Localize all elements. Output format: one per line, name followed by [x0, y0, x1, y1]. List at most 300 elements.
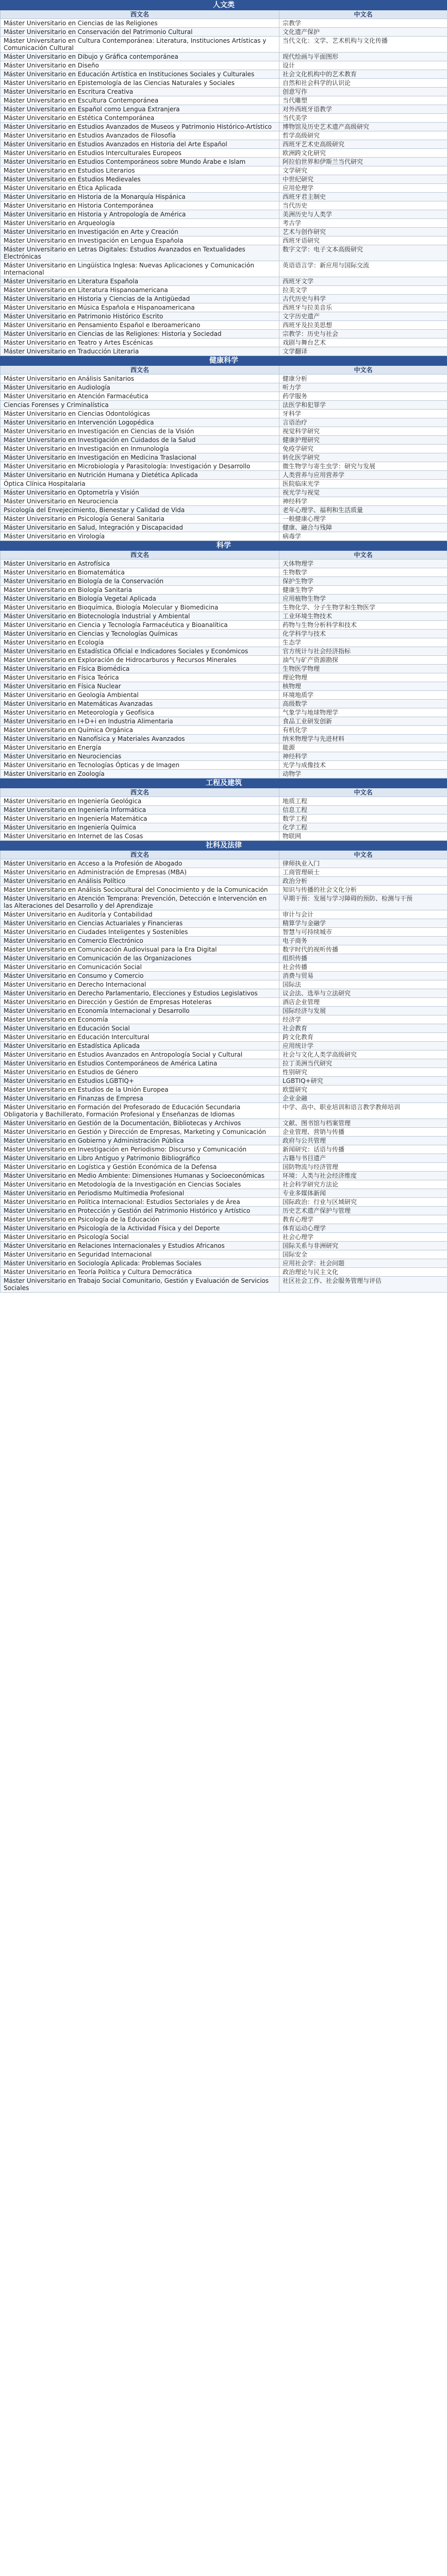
section-title: 人文类	[1, 1, 447, 10]
program-spanish-name: Máster Universitario en Estudios Contemporáneos de América Latina	[1, 1059, 279, 1068]
program-spanish-name: Máster Universitario en Biomatemática	[1, 568, 279, 577]
program-row	[1, 638, 447, 647]
program-row	[1, 568, 447, 577]
program-chinese-name: 欧洲跨文化研究	[279, 149, 447, 158]
program-spanish-name: Máster Universitario en Protección y Gestión del Patrimonio Histórico y Artístico	[1, 1207, 279, 1215]
program-chinese-name: 当代雕塑	[279, 96, 447, 105]
program-row	[1, 770, 447, 778]
program-chinese-name: 宗教学：历史与社会	[279, 330, 447, 338]
program-spanish-name: Máster Universitario en Escritura Creativa	[1, 88, 279, 96]
program-chinese-name: 自然和社会科学的认识论	[279, 79, 447, 88]
program-spanish-name: Máster Universitario en Zoología	[1, 770, 279, 778]
program-chinese-name: 政府与公共管理	[279, 1137, 447, 1145]
program-row	[1, 980, 447, 989]
program-spanish-name: Máster Universitario en Estudios de la Unión Europea	[1, 1086, 279, 1094]
program-chinese-name: 牙科学	[279, 410, 447, 418]
program-spanish-name: Máster Universitario en Internet de las Cosas	[1, 832, 279, 841]
program-chinese-name: 健康、融合与残障	[279, 523, 447, 532]
program-chinese-name: 现代绘画与平面图形	[279, 53, 447, 61]
program-row	[1, 717, 447, 726]
program-row	[1, 682, 447, 691]
program-chinese-name: 数字文学：电子文本高级研究	[279, 245, 447, 261]
column-header-spanish-name: 西文名	[1, 788, 279, 797]
program-row	[1, 295, 447, 303]
program-row	[1, 70, 447, 79]
program-row	[1, 201, 447, 210]
program-spanish-name: Máster Universitario en Física Nuclear	[1, 682, 279, 691]
program-chinese-name: 社会文化机构中的艺术教育	[279, 70, 447, 79]
program-row	[1, 1180, 447, 1189]
program-spanish-name: Máster Universitario en Nutrición Humana y Dietética Aplicada	[1, 471, 279, 480]
program-chinese-name: 官方统计与社会经济指标	[279, 647, 447, 656]
program-row	[1, 963, 447, 972]
program-spanish-name: Máster Universitario en Matemáticas Avanzadas	[1, 700, 279, 708]
program-chinese-name: 生物医学物理	[279, 665, 447, 673]
column-header-chinese-name: 中文名	[279, 10, 447, 19]
program-chinese-name: 油气与矿产资源勘探	[279, 656, 447, 665]
program-row	[1, 656, 447, 665]
program-chinese-name: 早期干预：发展与学习障碍的预防、检测与干预	[279, 894, 447, 910]
program-row	[1, 1042, 447, 1050]
program-row	[1, 488, 447, 497]
program-row	[1, 868, 447, 877]
program-chinese-name: 设计	[279, 61, 447, 70]
program-row	[1, 480, 447, 488]
program-spanish-name: Máster Universitario en Ingeniería Matemática	[1, 815, 279, 823]
program-chinese-name: 社会心理学	[279, 1233, 447, 1242]
program-row	[1, 700, 447, 708]
program-row	[1, 1154, 447, 1163]
program-row	[1, 219, 447, 228]
program-spanish-name: Máster Universitario en Tecnologías Ópticas y de Imagen	[1, 761, 279, 770]
program-chinese-name: 社区社会工作、社会服务管理与评估	[279, 1277, 447, 1293]
column-header-spanish-name: 西文名	[1, 10, 279, 19]
section-title: 健康科学	[1, 356, 447, 366]
program-row	[1, 149, 447, 158]
program-row	[1, 261, 447, 277]
program-spanish-name: Máster Universitario en Teoría Política y Cultura Democrática	[1, 1268, 279, 1277]
program-chinese-name: 神经科学	[279, 752, 447, 761]
program-chinese-name: 气象学与地球物理学	[279, 708, 447, 717]
program-row	[1, 375, 447, 383]
program-row	[1, 105, 447, 114]
program-row	[1, 210, 447, 219]
column-header-row	[1, 366, 447, 375]
program-spanish-name: Máster Universitario en Metodología de la Investigación en Ciencias Sociales	[1, 1180, 279, 1189]
program-chinese-name: 体育运动心理学	[279, 1224, 447, 1233]
program-chinese-name: 动物学	[279, 770, 447, 778]
program-spanish-name: Máster Universitario en Comunicación Audiovisual para la Era Digital	[1, 945, 279, 954]
program-spanish-name: Máster Universitario en Historia y Ciencias de la Antigüedad	[1, 295, 279, 303]
program-chinese-name: 神经科学	[279, 497, 447, 506]
program-spanish-name: Máster Universitario en Letras Digitales: Estudios Avanzados en Textualidades Electrónicas	[1, 245, 279, 261]
program-chinese-name: 生物数学	[279, 568, 447, 577]
program-row	[1, 184, 447, 193]
program-row	[1, 910, 447, 919]
program-row	[1, 928, 447, 937]
program-row	[1, 321, 447, 330]
program-chinese-name: 电子商务	[279, 937, 447, 945]
program-spanish-name: Máster Universitario en Ingeniería Geológica	[1, 797, 279, 806]
program-row	[1, 1007, 447, 1015]
program-row	[1, 859, 447, 868]
program-row	[1, 131, 447, 140]
program-chinese-name: 中世纪研究	[279, 175, 447, 184]
program-spanish-name: Máster Universitario en Ingeniería Química	[1, 823, 279, 832]
program-spanish-name: Máster Universitario en Física Biomédica	[1, 665, 279, 673]
program-spanish-name: Máster Universitario en Investigación en Medicina Traslacional	[1, 453, 279, 462]
program-row	[1, 1145, 447, 1154]
table-body	[1, 1, 447, 1293]
program-row	[1, 28, 447, 37]
program-row	[1, 436, 447, 445]
program-chinese-name: 转化医学研究	[279, 453, 447, 462]
program-spanish-name: Máster Universitario en Educación Social	[1, 1024, 279, 1033]
program-chinese-name: 一般健康心理学	[279, 515, 447, 523]
program-spanish-name: Máster Universitario en Neurociencia	[1, 497, 279, 506]
program-chinese-name: 律师执业入门	[279, 859, 447, 868]
program-chinese-name: 应用伦理学	[279, 184, 447, 193]
program-spanish-name: Máster Universitario en Auditoría y Contabilidad	[1, 910, 279, 919]
program-spanish-name: Máster Universitario en Estudios Avanzados de Filosofía	[1, 131, 279, 140]
program-spanish-name: Máster Universitario en Atención Temprana: Prevención, Detección e Intervención en las Alteraciones del Desarrollo y del Aprendizaje	[1, 894, 279, 910]
program-row	[1, 383, 447, 392]
program-row	[1, 506, 447, 515]
program-row	[1, 347, 447, 356]
program-row	[1, 445, 447, 453]
program-chinese-name: 理论物理	[279, 673, 447, 682]
program-chinese-name: 经济学	[279, 1015, 447, 1024]
program-spanish-name: Máster Universitario en Virología	[1, 532, 279, 541]
program-spanish-name: Máster Universitario en Diseño	[1, 61, 279, 70]
program-spanish-name: Máster Universitario en Gestión y Dirección de Empresas, Marketing y Comunicación	[1, 1128, 279, 1137]
column-header-row	[1, 851, 447, 859]
program-spanish-name: Máster Universitario en Historia Contemporánea	[1, 201, 279, 210]
program-chinese-name: 文化遗产保护	[279, 28, 447, 37]
program-chinese-name: 环境地质学	[279, 691, 447, 700]
column-header-chinese-name: 中文名	[279, 851, 447, 859]
program-spanish-name: Máster Universitario en Estudios de Género	[1, 1068, 279, 1077]
program-chinese-name: 戏剧与舞台艺术	[279, 338, 447, 347]
program-row	[1, 418, 447, 427]
program-spanish-name: Máster Universitario en Derecho Internacional	[1, 980, 279, 989]
program-chinese-name: 视光学与视觉	[279, 488, 447, 497]
program-spanish-name: Máster Universitario en Biología Vegetal Aplicada	[1, 595, 279, 603]
program-chinese-name: 数字时代的视听传播	[279, 945, 447, 954]
program-chinese-name: 政治理论与民主文化	[279, 1268, 447, 1277]
program-row	[1, 954, 447, 963]
program-row	[1, 123, 447, 131]
program-chinese-name: 文字历史遗产	[279, 312, 447, 321]
program-chinese-name: 跨文化教育	[279, 1033, 447, 1042]
program-spanish-name: Máster Universitario en Bioquímica, Biología Molecular y Biomedicina	[1, 603, 279, 612]
program-row	[1, 630, 447, 638]
program-chinese-name: 法医学和犯罪学	[279, 401, 447, 410]
program-chinese-name: 国际经济与发展	[279, 1007, 447, 1015]
section-header-row	[1, 541, 447, 551]
program-spanish-name: Máster Universitario en Logística y Gestión Económica de la Defensa	[1, 1163, 279, 1172]
program-chinese-name: 组织传播	[279, 954, 447, 963]
program-chinese-name: 国防物流与经济管理	[279, 1163, 447, 1172]
program-chinese-name: 食品工业研发创新	[279, 717, 447, 726]
program-chinese-name: 健康分析	[279, 375, 447, 383]
program-row	[1, 532, 447, 541]
program-spanish-name: Máster Universitario en Economía	[1, 1015, 279, 1024]
program-spanish-name: Máster Universitario en Estudios LGBTIQ+	[1, 1077, 279, 1086]
program-row	[1, 603, 447, 612]
program-spanish-name: Máster Universitario en Gestión de la Documentación, Bibliotecas y Archivos	[1, 1119, 279, 1128]
program-chinese-name: 社会教育	[279, 1024, 447, 1033]
program-spanish-name: Máster Universitario en Lingüística Inglesa: Nuevas Aplicaciones y Comunicación Internacional	[1, 261, 279, 277]
column-header-spanish-name: 西文名	[1, 851, 279, 859]
program-chinese-name: 教育心理学	[279, 1215, 447, 1224]
program-row	[1, 462, 447, 471]
program-chinese-name: 地质工程	[279, 797, 447, 806]
program-chinese-name: 古代历史与科学	[279, 295, 447, 303]
program-chinese-name: 当代美学	[279, 114, 447, 123]
program-chinese-name: 企业管理、营销与传播	[279, 1128, 447, 1137]
program-spanish-name: Máster Universitario en Medio Ambiente: Dimensiones Humanas y Socioeconómicas	[1, 1172, 279, 1180]
program-chinese-name: 历史艺术遗产保护与管理	[279, 1207, 447, 1215]
program-spanish-name: Máster Universitario en Análisis Político	[1, 877, 279, 886]
program-chinese-name: 生态学	[279, 638, 447, 647]
program-spanish-name: Máster Universitario en Administración de Empresas (MBA)	[1, 868, 279, 877]
program-row	[1, 96, 447, 105]
program-spanish-name: Máster Universitario en Análisis Sanitarios	[1, 375, 279, 383]
program-chinese-name: 政治分析	[279, 877, 447, 886]
program-chinese-name: 艺术与创作研究	[279, 228, 447, 236]
program-spanish-name: Máster Universitario en Pensamiento Español e Iberoamericano	[1, 321, 279, 330]
program-spanish-name: Máster Universitario en Consumo y Comercio	[1, 972, 279, 980]
program-row	[1, 735, 447, 743]
program-row	[1, 691, 447, 700]
program-spanish-name: Máster Universitario en Acceso a la Profesión de Abogado	[1, 859, 279, 868]
column-header-row	[1, 788, 447, 797]
program-spanish-name: Máster Universitario en Historia y Antropología de América	[1, 210, 279, 219]
program-chinese-name: 社会与文化人类学高级研究	[279, 1050, 447, 1059]
program-row	[1, 61, 447, 70]
program-chinese-name: 考古学	[279, 219, 447, 228]
program-chinese-name: 健康护理研究	[279, 436, 447, 445]
program-chinese-name: 化学科学与技术	[279, 630, 447, 638]
program-row	[1, 612, 447, 621]
program-row	[1, 1189, 447, 1198]
program-row	[1, 53, 447, 61]
program-spanish-name: Máster Universitario en Investigación en Arte y Creación	[1, 228, 279, 236]
program-spanish-name: Máster Universitario en Conservación del Patrimonio Cultural	[1, 28, 279, 37]
program-chinese-name: 西班牙语研究	[279, 236, 447, 245]
program-chinese-name: 消费与贸易	[279, 972, 447, 980]
program-row	[1, 523, 447, 532]
program-chinese-name: 国际安全	[279, 1250, 447, 1259]
program-chinese-name: 酒店企业管理	[279, 998, 447, 1007]
program-spanish-name: Máster Universitario en Formación del Profesorado de Educación Secundaria Obligatoria y Bachillerato, Formación Profesional y Enseñanzas de Idiomas	[1, 1103, 279, 1119]
section-header-row	[1, 356, 447, 366]
program-spanish-name: Máster Universitario en Finanzas de Empresa	[1, 1094, 279, 1103]
program-row	[1, 193, 447, 201]
program-spanish-name: Máster Universitario en Geología Ambiental	[1, 691, 279, 700]
program-row	[1, 877, 447, 886]
program-chinese-name: 新闻研究：话语与传播	[279, 1145, 447, 1154]
program-row	[1, 1059, 447, 1068]
program-chinese-name: 国际关系与非洲研究	[279, 1242, 447, 1250]
program-spanish-name: Máster Universitario en Biología de la Conservación	[1, 577, 279, 586]
program-chinese-name: 当代文化：文学、艺术机构与文化传播	[279, 37, 447, 53]
program-row	[1, 586, 447, 595]
program-spanish-name: Máster Universitario en Estudios Avanzados en Historia del Arte Español	[1, 140, 279, 149]
program-row	[1, 88, 447, 96]
program-spanish-name: Máster Universitario en Seguridad Internacional	[1, 1250, 279, 1259]
program-chinese-name: 西班牙与拉美音乐	[279, 303, 447, 312]
program-spanish-name: Máster Universitario en Nanofísica y Materiales Avanzados	[1, 735, 279, 743]
program-spanish-name: Máster Universitario en Política Internacional: Estudios Sectoriales y de Área	[1, 1198, 279, 1207]
program-spanish-name: Máster Universitario en Literatura Española	[1, 277, 279, 286]
program-chinese-name: 核物理	[279, 682, 447, 691]
program-chinese-name: 医院临床光学	[279, 480, 447, 488]
program-spanish-name: Máster Universitario en Estudios Literarios	[1, 166, 279, 175]
program-chinese-name: 国际政治：行业与区域研究	[279, 1198, 447, 1207]
program-row	[1, 1233, 447, 1242]
program-spanish-name: Máster Universitario en Estudios Medievales	[1, 175, 279, 184]
column-header-spanish-name: 西文名	[1, 366, 279, 375]
program-spanish-name: Máster Universitario en Biología Sanitaria	[1, 586, 279, 595]
program-spanish-name: Máster Universitario en Estudios Interculturales Europeos	[1, 149, 279, 158]
section-title: 工程及建筑	[1, 778, 447, 788]
program-row	[1, 471, 447, 480]
program-row	[1, 1128, 447, 1137]
program-chinese-name: 社会传播	[279, 963, 447, 972]
program-chinese-name: 工业环境生物技术	[279, 612, 447, 621]
program-row	[1, 743, 447, 752]
program-chinese-name: 文献、图书馆与档案管理	[279, 1119, 447, 1128]
program-row	[1, 1198, 447, 1207]
program-spanish-name: Máster Universitario en Investigación en Periodismo: Discurso y Comunicación	[1, 1145, 279, 1154]
program-row	[1, 427, 447, 436]
program-chinese-name: 专业多媒体新闻	[279, 1189, 447, 1198]
column-header-chinese-name: 中文名	[279, 551, 447, 560]
program-spanish-name: Máster Universitario en Comunicación Social	[1, 963, 279, 972]
program-row	[1, 823, 447, 832]
program-chinese-name: 工商管理硕士	[279, 868, 447, 877]
program-row	[1, 919, 447, 928]
program-spanish-name: Máster Universitario en Salud, Integración y Discapacidad	[1, 523, 279, 532]
program-spanish-name: Máster Universitario en Ciencias Actuariales y Financieras	[1, 919, 279, 928]
program-spanish-name: Máster Universitario en I+D+i en Industria Alimentaria	[1, 717, 279, 726]
program-spanish-name: Óptica Clínica Hospitalaria	[1, 480, 279, 488]
program-row	[1, 797, 447, 806]
program-chinese-name: 当代历史	[279, 201, 447, 210]
program-spanish-name: Máster Universitario en Relaciones Internacionales y Estudios Africanos	[1, 1242, 279, 1250]
program-row	[1, 140, 447, 149]
program-spanish-name: Máster Universitario en Investigación en Ciencias de la Visión	[1, 427, 279, 436]
program-spanish-name: Máster Universitario en Sociología Aplicada: Problemas Sociales	[1, 1259, 279, 1268]
column-header-row	[1, 10, 447, 19]
program-row	[1, 1050, 447, 1059]
program-row	[1, 286, 447, 295]
program-spanish-name: Máster Universitario en Estudios Avanzados de Museos y Patrimonio Histórico-Artístico	[1, 123, 279, 131]
program-row	[1, 726, 447, 735]
program-chinese-name: 创意写作	[279, 88, 447, 96]
program-chinese-name: 视觉科学研究	[279, 427, 447, 436]
program-spanish-name: Máster Universitario en Investigación en Inmunología	[1, 445, 279, 453]
program-chinese-name: 西班牙君主制史	[279, 193, 447, 201]
program-chinese-name: 知识与传播的社会文化分析	[279, 886, 447, 894]
program-spanish-name: Máster Universitario en Comercio Electrónico	[1, 937, 279, 945]
program-row	[1, 114, 447, 123]
column-header-chinese-name: 中文名	[279, 366, 447, 375]
program-chinese-name: 英语语言学：新应用与国际交流	[279, 261, 447, 277]
column-header-chinese-name: 中文名	[279, 788, 447, 797]
section-header-row	[1, 841, 447, 851]
program-chinese-name: 应用统计学	[279, 1042, 447, 1050]
program-spanish-name: Máster Universitario en Periodismo Multimedia Profesional	[1, 1189, 279, 1198]
program-row	[1, 647, 447, 656]
program-row	[1, 19, 447, 28]
program-chinese-name: 言语治疗	[279, 418, 447, 427]
program-row	[1, 410, 447, 418]
program-spanish-name: Máster Universitario en Gobierno y Administración Pública	[1, 1137, 279, 1145]
program-spanish-name: Máster Universitario en Biotecnología Industrial y Ambiental	[1, 612, 279, 621]
program-row	[1, 338, 447, 347]
program-spanish-name: Máster Universitario en Psicología de la Actividad Física y del Deporte	[1, 1224, 279, 1233]
program-row	[1, 453, 447, 462]
program-spanish-name: Máster Universitario en Psicología Social	[1, 1233, 279, 1242]
program-chinese-name: 中学、高中、职业培训和语言教学教师培训	[279, 1103, 447, 1119]
program-spanish-name: Máster Universitario en Física Teórica	[1, 673, 279, 682]
program-spanish-name: Máster Universitario en Estética Contemporánea	[1, 114, 279, 123]
program-row	[1, 752, 447, 761]
program-row	[1, 1015, 447, 1024]
program-chinese-name: 有机化学	[279, 726, 447, 735]
program-spanish-name: Máster Universitario en Estudios Contemporáneos sobre Mundo Árabe e Islam	[1, 158, 279, 166]
program-row	[1, 1215, 447, 1224]
program-chinese-name: 企业金融	[279, 1094, 447, 1103]
program-spanish-name: Máster Universitario en Investigación en Cuidados de la Salud	[1, 436, 279, 445]
program-chinese-name: 生物化学、分子生物学和生物医学	[279, 603, 447, 612]
program-row	[1, 972, 447, 980]
program-chinese-name: 博物馆及历史艺术遗产高级研究	[279, 123, 447, 131]
program-row	[1, 832, 447, 841]
program-spanish-name: Máster Universitario en Psicología de la Educación	[1, 1215, 279, 1224]
program-spanish-name: Máster Universitario en Exploración de Hidrocarburos y Recursos Minerales	[1, 656, 279, 665]
program-spanish-name: Psicología del Envejecimiento, Bienestar y Calidad de Vida	[1, 506, 279, 515]
program-chinese-name: 西班牙文学	[279, 277, 447, 286]
program-spanish-name: Máster Universitario en Neurociencias	[1, 752, 279, 761]
program-spanish-name: Ciencias Forenses y Criminalística	[1, 401, 279, 410]
program-chinese-name: 性别研究	[279, 1068, 447, 1077]
program-spanish-name: Máster Universitario en Ética Aplicada	[1, 184, 279, 193]
program-row	[1, 1068, 447, 1077]
program-row	[1, 1224, 447, 1233]
program-spanish-name: Máster Universitario en Economía Internacional y Desarrollo	[1, 1007, 279, 1015]
program-chinese-name: 光学与成像技术	[279, 761, 447, 770]
program-chinese-name: 古籍与书目遗产	[279, 1154, 447, 1163]
program-row	[1, 1259, 447, 1268]
program-chinese-name: 阿拉伯世界和伊斯兰当代研究	[279, 158, 447, 166]
program-chinese-name: 西班牙及拉美思想	[279, 321, 447, 330]
program-spanish-name: Máster Universitario en Comunicación de las Organizaciones	[1, 954, 279, 963]
program-row	[1, 166, 447, 175]
program-row	[1, 1024, 447, 1033]
program-row	[1, 595, 447, 603]
program-spanish-name: Máster Universitario en Literatura Hispanoamericana	[1, 286, 279, 295]
program-chinese-name: 拉美文学	[279, 286, 447, 295]
program-chinese-name: 信息工程	[279, 806, 447, 815]
program-row	[1, 806, 447, 815]
program-chinese-name: 听力学	[279, 383, 447, 392]
program-row	[1, 515, 447, 523]
program-row	[1, 312, 447, 321]
